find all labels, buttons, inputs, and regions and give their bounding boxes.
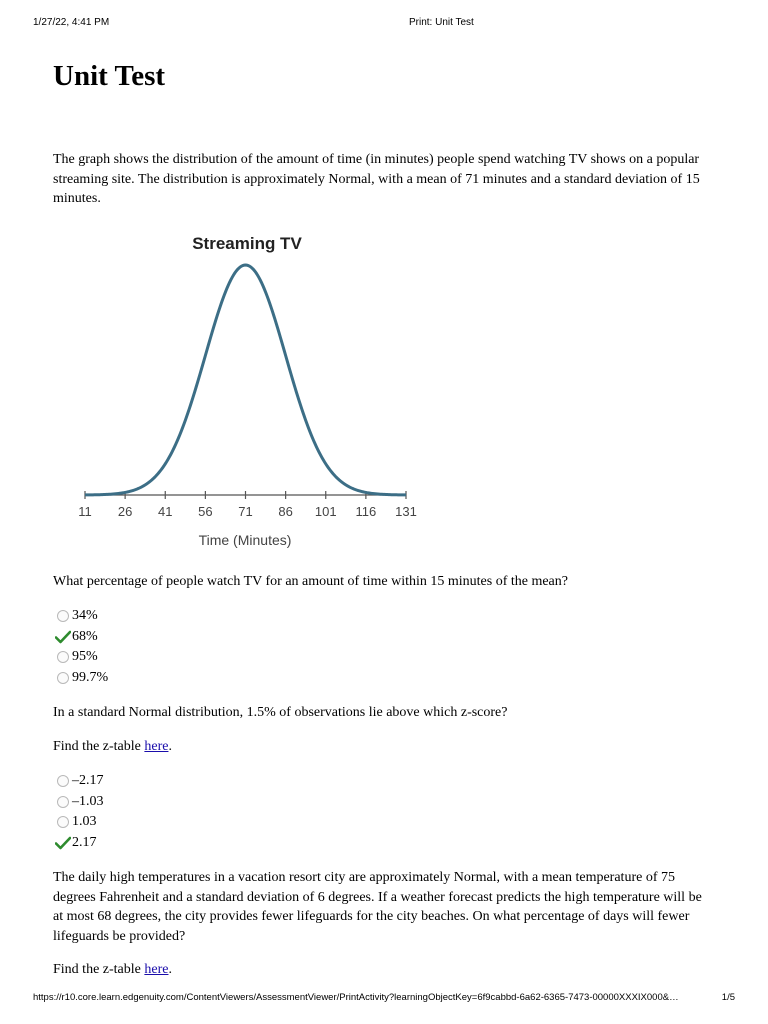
radio-icon[interactable]: [57, 796, 69, 808]
document-content: [53, 58, 713, 980]
ztable-prefix: Find the z-table: [53, 962, 145, 977]
print-datetime: 1/27/22, 4:41 PM: [33, 17, 110, 28]
chart: [73, 227, 453, 557]
page-number: 1/5: [721, 992, 735, 1003]
question-2-text: In a standard Normal distribution, 1.5% of observations lie above which z-score?: [53, 705, 508, 720]
answer-option[interactable]: [53, 668, 713, 689]
answer-option-selected[interactable]: [53, 833, 713, 854]
ztable-line: [53, 960, 713, 980]
ztable-link[interactable]: here: [144, 962, 169, 977]
print-header: [33, 17, 735, 31]
radio-icon[interactable]: [57, 651, 69, 663]
radio-icon[interactable]: [57, 672, 69, 684]
answer-label: 68%: [72, 628, 98, 644]
question-1-text: What percentage of people watch TV for an amount of time within 15 minutes of the mean?: [53, 573, 568, 589]
answer-option[interactable]: [53, 606, 713, 627]
answer-option[interactable]: [53, 812, 713, 833]
normal-curve: [85, 265, 406, 495]
question-3-text: The daily high temperatures in a vacation resort city are approximately Normal, with a mean temperature of 75 degrees Fahrenheit and a standard deviation of 6 degrees. If a weather forecast predicts the high temperature will be at most 68 degrees, the city provides fewer lifeguards for the city beaches. On what percentage of days will fewer lifeguards be provided?: [53, 870, 702, 944]
x-tick-label: 86: [278, 503, 293, 519]
ztable-suffix: .: [168, 738, 172, 754]
print-url: https://r10.core.learn.edgenuity.com/ContentViewers/AssessmentViewer/PrintActivity?learningObjectKey=6f9cabbd-6a62-6365-7473-00000XXXIX000&…: [33, 992, 679, 1003]
answer-option[interactable]: [53, 792, 713, 813]
x-tick-label: 41: [158, 503, 173, 519]
x-tick-label: 26: [117, 503, 133, 519]
answer-label: 1.03: [72, 814, 97, 829]
answer-label: 99.7%: [72, 669, 109, 685]
checkmark-icon: [55, 836, 71, 850]
ztable-suffix: .: [168, 962, 172, 977]
ztable-link[interactable]: here: [144, 738, 169, 754]
question-1-choices: [53, 606, 713, 688]
x-tick-label: 116: [355, 503, 377, 519]
print-footer: [33, 992, 735, 1006]
answer-option-selected[interactable]: [53, 627, 713, 648]
x-tick-label: 56: [198, 503, 213, 519]
answer-option[interactable]: [53, 771, 713, 792]
x-tick-label: 71: [238, 503, 253, 519]
ztable-prefix: Find the z-table: [53, 738, 145, 754]
x-axis-label: Time (Minutes): [198, 531, 292, 548]
ztable-line: [53, 737, 713, 757]
x-tick-label: 11: [78, 503, 92, 519]
question-intro: The graph shows the distribution of the amount of time (in minutes) people spend watching TV shows on a popular streaming site. The distribution is approximately Normal, with a mean of 71 minutes and a standard deviation of 15 minutes.: [53, 152, 700, 206]
print-title: Print: Unit Test: [409, 17, 474, 28]
answer-option[interactable]: [53, 647, 713, 668]
chart-title: Streaming TV: [192, 233, 302, 253]
question-2-choices: [53, 771, 713, 853]
radio-icon[interactable]: [57, 775, 69, 787]
answer-label: 34%: [72, 608, 98, 623]
chart-svg: [73, 227, 453, 557]
x-tick-label: 101: [314, 503, 337, 519]
answer-label: 2.17: [72, 834, 97, 850]
checkmark-icon: [55, 630, 71, 644]
radio-icon[interactable]: [57, 816, 69, 828]
x-tick-label: 131: [395, 503, 417, 519]
radio-icon[interactable]: [57, 610, 69, 622]
answer-label: 95%: [72, 649, 98, 664]
page-title: Unit Test: [53, 60, 166, 92]
answer-label: –2.17: [72, 773, 104, 788]
answer-label: –1.03: [72, 793, 104, 809]
